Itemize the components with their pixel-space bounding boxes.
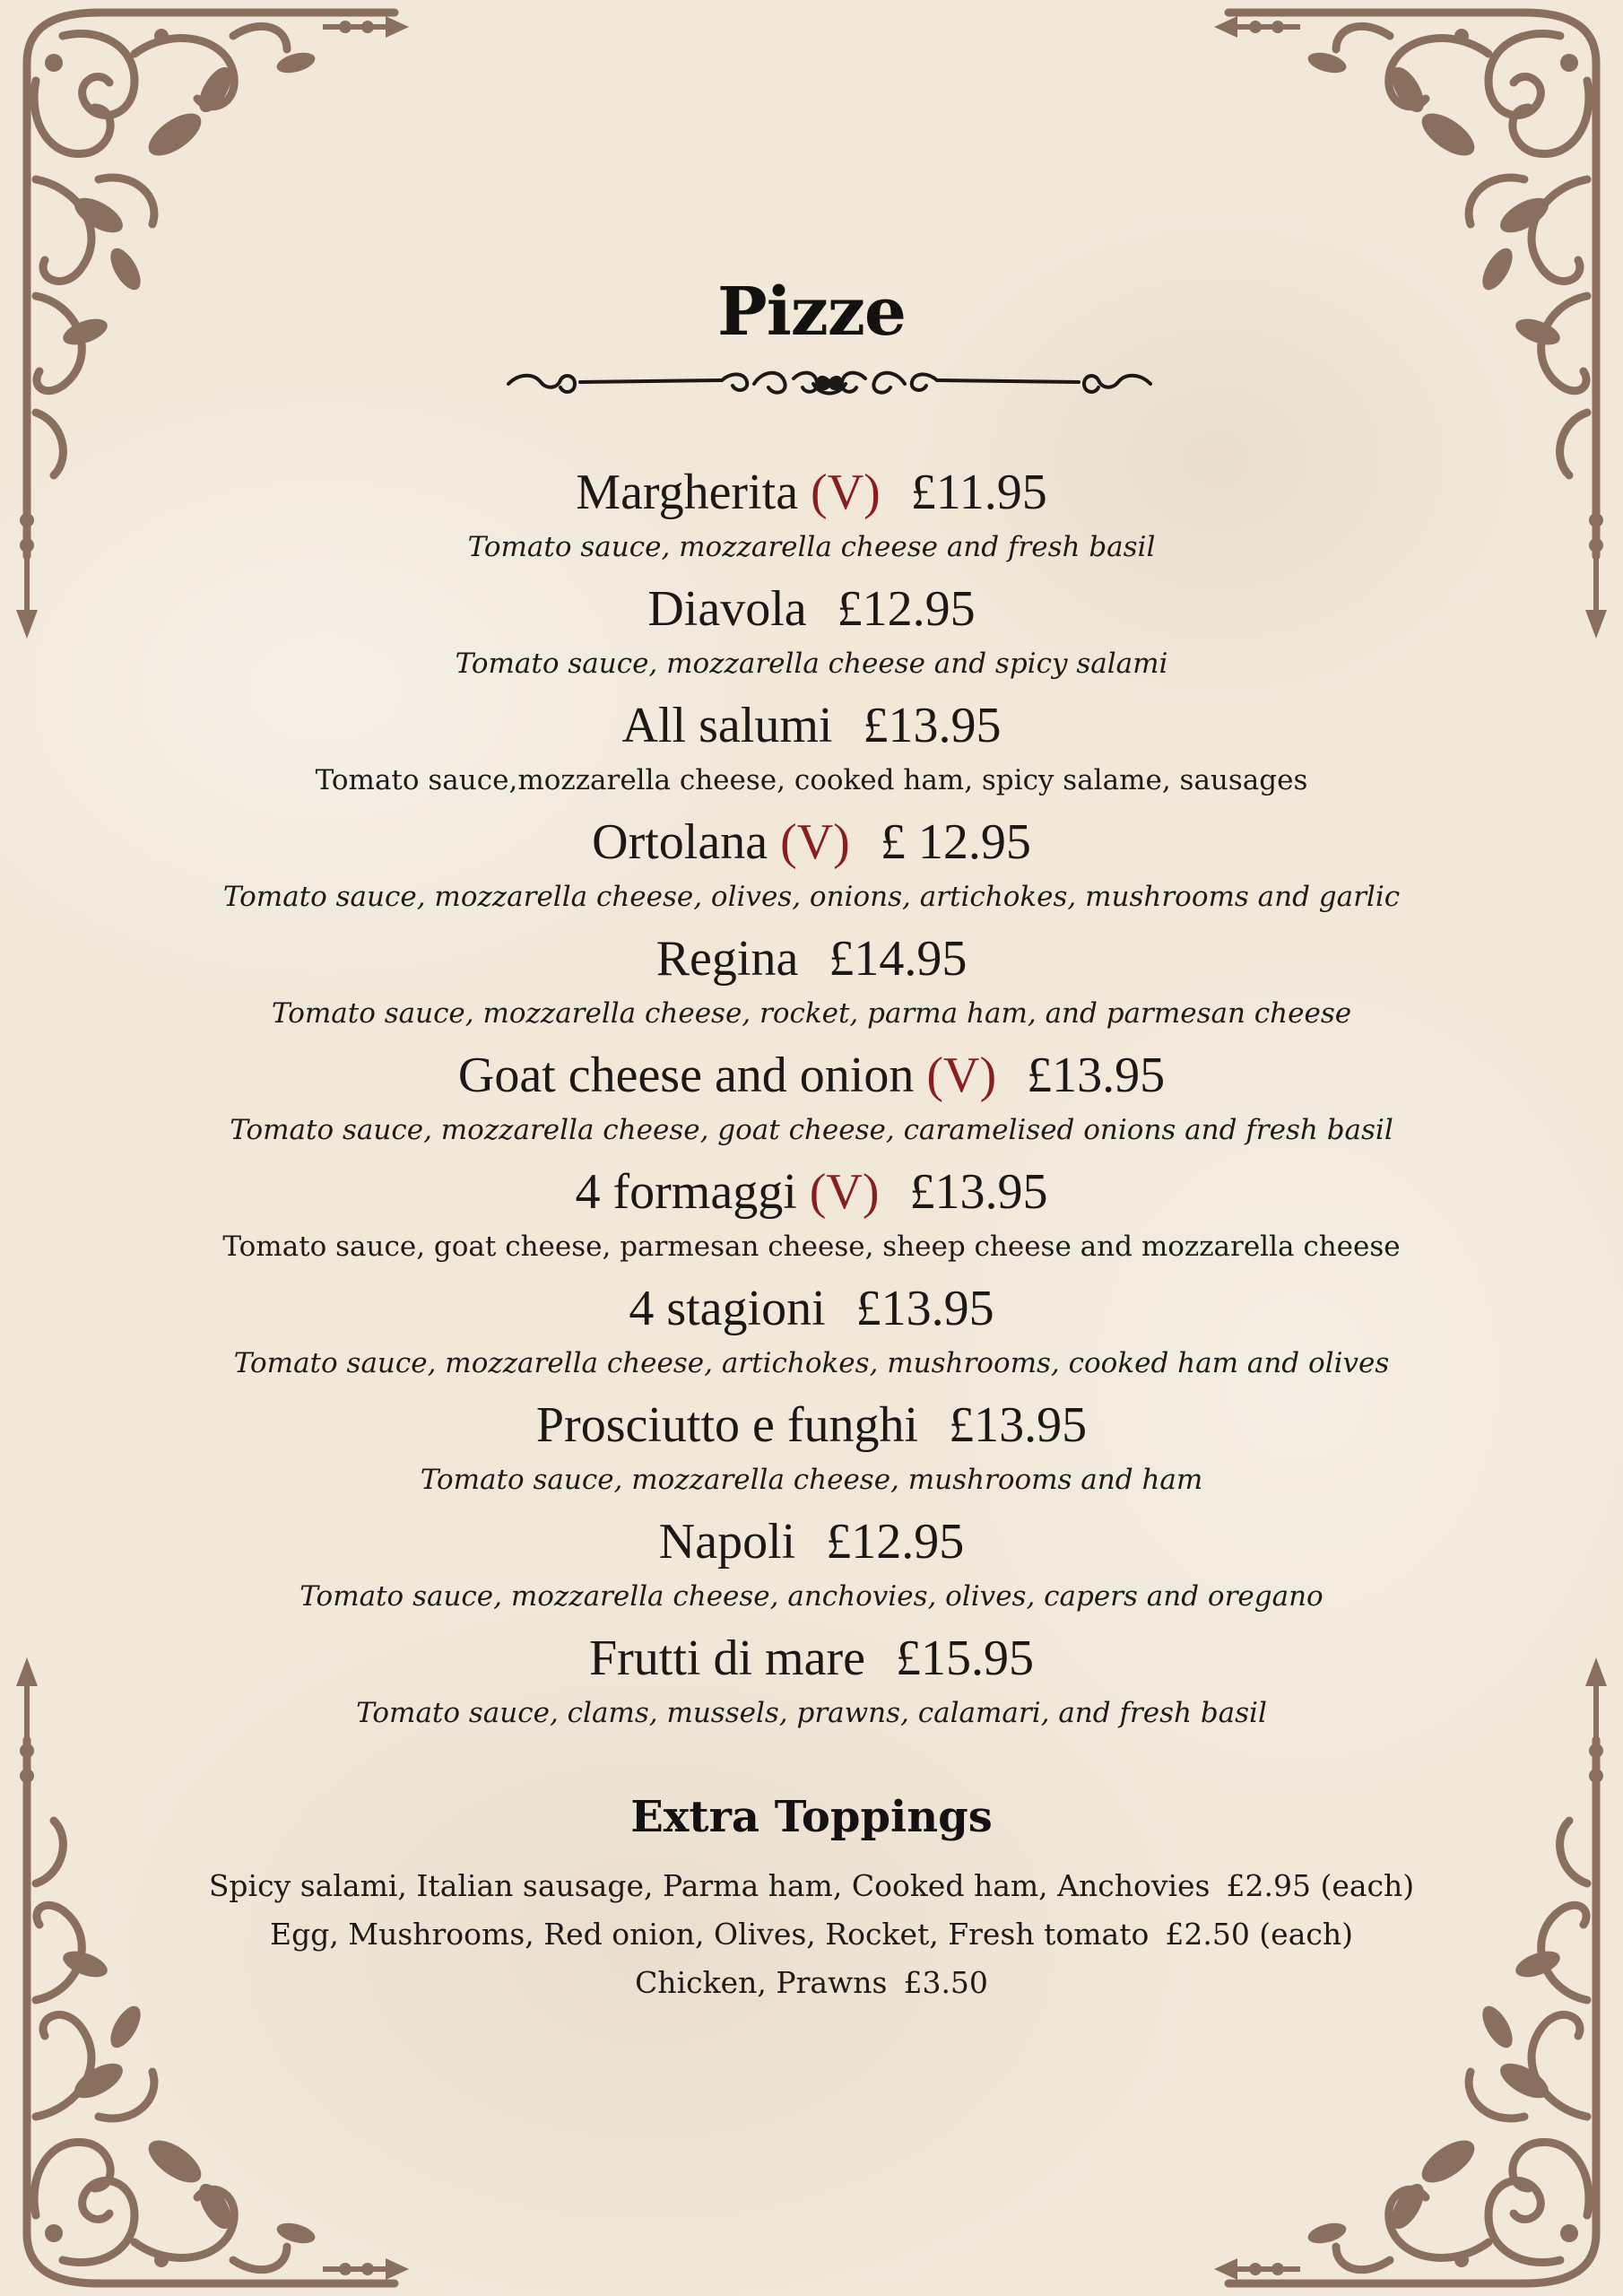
item-description: Tomato sauce, mozzarella cheese, rocket, parma ham, and parmesan cheese: [271, 997, 1352, 1030]
item-price: £13.95: [1027, 1048, 1166, 1103]
item-price: £13.95: [863, 698, 1002, 753]
extra-price: £3.50: [903, 1965, 988, 2000]
extra-items: Spicy salami, Italian sausage, Parma ham, Cooked ham, Anchovies: [208, 1868, 1211, 1903]
item-description: Tomato sauce, mozzarella cheese, mushrooms and ham: [420, 1464, 1203, 1496]
extras-title: Extra Toppings: [630, 1792, 993, 1842]
extra-price: £2.95 (each): [1226, 1868, 1415, 1903]
item-heading: [0, 1039, 1623, 1112]
item-heading: [0, 1155, 1623, 1229]
menu-title: Pizze: [717, 274, 906, 351]
item-description: Tomato sauce, mozzarella cheese, goat cheese, caramelised onions and fresh basil: [230, 1114, 1393, 1146]
item-description: Tomato sauce, mozzarella cheese, artichokes, mushrooms, cooked ham and olives: [233, 1347, 1390, 1379]
menu-item: [0, 1039, 1623, 1155]
item-name: Ortolana: [592, 814, 768, 870]
item-name: 4 formaggi: [575, 1164, 797, 1220]
item-heading: [0, 456, 1623, 529]
extra-items: Chicken, Prawns: [635, 1965, 888, 2000]
item-heading: [0, 1388, 1623, 1462]
menu-item: [0, 1505, 1623, 1622]
extra-topping-line: [0, 1959, 1623, 2007]
extra-topping-line: [0, 1910, 1623, 1959]
item-price: £ 12.95: [880, 814, 1031, 870]
item-price: £13.95: [855, 1281, 994, 1336]
menu-item: [0, 689, 1623, 805]
item-description: Tomato sauce, goat cheese, parmesan cheese, sheep cheese and mozzarella cheese: [222, 1231, 1401, 1263]
item-description: Tomato sauce, clams, mussels, prawns, calamari, and fresh basil: [356, 1697, 1267, 1729]
item-heading: [0, 805, 1623, 879]
item-heading: [0, 1272, 1623, 1345]
vegetarian-badge: (V): [811, 465, 881, 520]
item-description: Tomato sauce,mozzarella cheese, cooked ham, spicy salame, sausages: [315, 764, 1308, 796]
item-price: £12.95: [837, 581, 976, 637]
item-description: Tomato sauce, mozzarella cheese and spicy salami: [455, 648, 1168, 680]
item-name: Regina: [655, 931, 799, 987]
menu-item: [0, 1622, 1623, 1738]
flourish-divider-icon: [498, 357, 1161, 407]
item-heading: [0, 1622, 1623, 1695]
menu-item: [0, 1388, 1623, 1505]
item-name: Prosciutto e funghi: [535, 1397, 919, 1453]
menu-item: [0, 456, 1623, 572]
item-heading: [0, 572, 1623, 646]
extra-price: £2.50 (each): [1165, 1917, 1353, 1952]
item-name: 4 stagioni: [629, 1281, 826, 1336]
menu-item: [0, 1272, 1623, 1388]
item-name: Goat cheese and onion: [457, 1048, 915, 1103]
item-name: Frutti di mare: [589, 1631, 865, 1686]
item-price: £15.95: [895, 1631, 1034, 1686]
item-heading: [0, 689, 1623, 762]
menu-item: [0, 805, 1623, 922]
item-price: £13.95: [909, 1164, 1048, 1220]
item-price: £12.95: [826, 1514, 965, 1570]
vegetarian-badge: (V): [809, 1164, 880, 1220]
item-price: £13.95: [949, 1397, 1088, 1453]
menu-item: [0, 572, 1623, 689]
item-description: Tomato sauce, mozzarella cheese and fresh basil: [467, 531, 1156, 563]
item-heading: [0, 1505, 1623, 1578]
item-price: £11.95: [910, 465, 1047, 520]
item-name: Margherita: [576, 465, 799, 520]
item-name: Diavola: [647, 581, 807, 637]
extras-list: [0, 1862, 1623, 2007]
vegetarian-badge: (V): [926, 1048, 997, 1103]
item-description: Tomato sauce, mozzarella cheese, anchovies, olives, capers and oregano: [299, 1580, 1324, 1613]
item-price: £14.95: [829, 931, 968, 987]
menu-item: [0, 1155, 1623, 1272]
vegetarian-badge: (V): [780, 814, 850, 870]
extra-items: Egg, Mushrooms, Red onion, Olives, Rocket, Fresh tomato: [269, 1917, 1150, 1952]
item-name: All salumi: [621, 698, 833, 753]
menu-item: [0, 922, 1623, 1039]
item-name: Napoli: [658, 1514, 796, 1570]
extra-topping-line: [0, 1862, 1623, 1910]
item-heading: [0, 922, 1623, 996]
pizza-list: [0, 456, 1623, 1738]
item-description: Tomato sauce, mozzarella cheese, olives, onions, artichokes, mushrooms and garlic: [222, 881, 1401, 913]
